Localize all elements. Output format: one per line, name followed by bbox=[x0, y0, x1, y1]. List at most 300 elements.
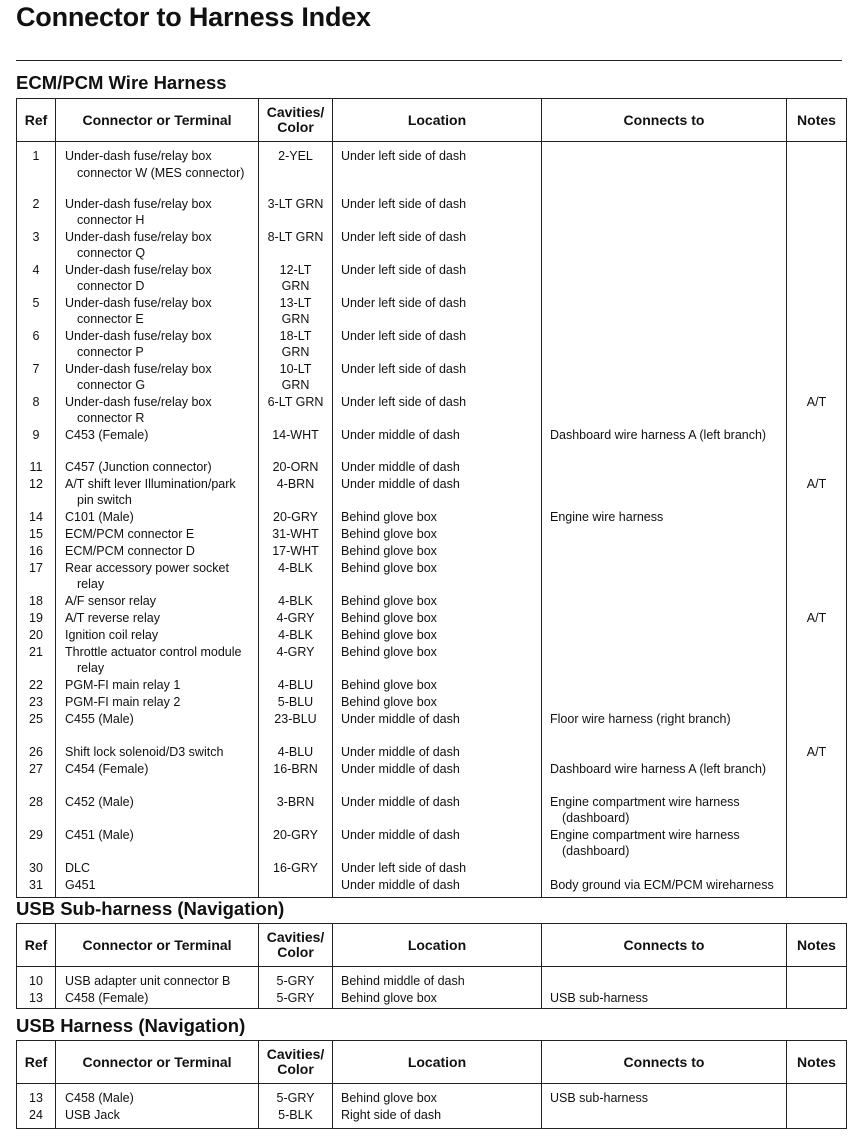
cavities-color-cell bbox=[259, 459, 333, 476]
header-connects-to: Connects to bbox=[542, 924, 787, 967]
ref-cell: 7 bbox=[17, 361, 56, 394]
cell-line: GRN bbox=[281, 279, 310, 293]
ref-cell: 12 bbox=[17, 476, 56, 509]
cell-line: C101 (Male) bbox=[65, 509, 134, 524]
cell-line: 20-GRY bbox=[273, 509, 318, 524]
header-ref: Ref bbox=[17, 924, 56, 967]
location-cell: Under middle of dash bbox=[333, 827, 542, 860]
cell-line: 13-LT bbox=[279, 295, 312, 310]
cell-line: Engine compartment wire harness bbox=[550, 794, 740, 809]
notes-cell bbox=[787, 711, 847, 744]
cell-line: USB adapter unit connector B bbox=[65, 974, 231, 988]
connector-cell bbox=[56, 744, 259, 761]
header-connects-to: Connects to bbox=[542, 99, 787, 142]
location-cell: Under left side of dash bbox=[333, 361, 542, 394]
cell-line: 4-BLK bbox=[278, 593, 313, 608]
connector-cell bbox=[56, 593, 259, 610]
cell-line: Under-dash fuse/relay box bbox=[65, 229, 212, 244]
notes-cell bbox=[787, 526, 847, 543]
table-row bbox=[17, 1084, 847, 1107]
header-notes: Notes bbox=[787, 924, 847, 967]
connects-to-cell bbox=[542, 967, 787, 990]
section-title: USB Harness (Navigation) bbox=[16, 1015, 246, 1036]
connects-to-cell bbox=[542, 427, 787, 459]
connects-to-cell bbox=[542, 1107, 787, 1129]
cell-line: USB sub-harness bbox=[550, 1091, 648, 1105]
cavities-color-cell bbox=[259, 860, 333, 877]
cell-line: 5-GRY bbox=[276, 990, 315, 1005]
cell-line: 5-BLU bbox=[277, 694, 314, 709]
connects-to-cell bbox=[542, 229, 787, 262]
notes-cell bbox=[787, 860, 847, 877]
ref-cell: 29 bbox=[17, 827, 56, 860]
header-location: Location bbox=[333, 99, 542, 142]
notes-cell bbox=[787, 196, 847, 229]
connects-to-cell bbox=[542, 711, 787, 744]
location-cell: Behind glove box bbox=[333, 509, 542, 526]
notes-cell bbox=[787, 142, 847, 196]
notes-cell bbox=[787, 761, 847, 794]
cell-line: C454 (Female) bbox=[65, 761, 149, 776]
location-cell: Under left side of dash bbox=[333, 860, 542, 877]
cell-line: connector R bbox=[77, 411, 145, 425]
notes-cell bbox=[787, 694, 847, 711]
cavities-color-cell bbox=[259, 229, 333, 262]
cell-line: Body ground via ECM/PCM wireharness bbox=[550, 877, 774, 892]
cell-line: 12-LT bbox=[279, 262, 312, 277]
notes-cell bbox=[787, 509, 847, 526]
connects-to-cell bbox=[542, 394, 787, 427]
page-title: Connector to Harness Index bbox=[16, 2, 371, 32]
connector-cell bbox=[56, 967, 259, 990]
ref-cell: 25 bbox=[17, 711, 56, 744]
cell-line: relay bbox=[77, 661, 105, 675]
cavities-color-cell bbox=[259, 677, 333, 694]
cell-line: 4-BRN bbox=[276, 476, 315, 491]
location-cell: Behind glove box bbox=[333, 694, 542, 711]
table-row bbox=[17, 644, 847, 677]
cell-line: 4-GRY bbox=[276, 644, 315, 659]
notes-cell bbox=[787, 229, 847, 262]
notes-cell bbox=[787, 627, 847, 644]
ref-cell: 17 bbox=[17, 560, 56, 593]
ref-cell: 11 bbox=[17, 459, 56, 476]
cell-line: Under-dash fuse/relay box bbox=[65, 328, 212, 343]
location-cell: Behind glove box bbox=[333, 543, 542, 560]
cell-line: Dashboard wire harness A (left branch) bbox=[550, 427, 767, 442]
connects-to-cell bbox=[542, 860, 787, 877]
ref-cell: 18 bbox=[17, 593, 56, 610]
cell-line: Shift lock solenoid/D3 switch bbox=[65, 744, 224, 759]
cell-line: ECM/PCM connector E bbox=[65, 526, 195, 541]
table-row bbox=[17, 543, 847, 560]
connects-to-cell bbox=[542, 761, 787, 794]
connector-cell bbox=[56, 1084, 259, 1107]
header-line: Color bbox=[277, 944, 314, 960]
cell-line: GRN bbox=[281, 345, 310, 359]
ref-cell: 13 bbox=[17, 990, 56, 1009]
cavities-color-cell bbox=[259, 509, 333, 526]
connects-to-cell bbox=[542, 196, 787, 229]
connector-cell bbox=[56, 394, 259, 427]
notes-cell bbox=[787, 593, 847, 610]
notes-cell bbox=[787, 1084, 847, 1107]
cell-line: connector P bbox=[77, 345, 144, 359]
cell-line: C458 (Female) bbox=[65, 990, 149, 1005]
cell-line: ECM/PCM connector D bbox=[65, 543, 195, 558]
connects-to-cell bbox=[542, 877, 787, 898]
table-row bbox=[17, 877, 847, 898]
table-row bbox=[17, 860, 847, 877]
notes-cell bbox=[787, 543, 847, 560]
table-row bbox=[17, 476, 847, 509]
cell-line: Floor wire harness (right branch) bbox=[550, 711, 731, 726]
cell-line: Under-dash fuse/relay box bbox=[65, 196, 212, 211]
table-row bbox=[17, 328, 847, 361]
header-notes: Notes bbox=[787, 1041, 847, 1084]
cell-line: A/F sensor relay bbox=[65, 593, 157, 608]
notes-cell: A/T bbox=[787, 476, 847, 509]
cell-line: GRN bbox=[281, 378, 310, 392]
connector-cell bbox=[56, 560, 259, 593]
connector-cell bbox=[56, 711, 259, 744]
location-cell: Behind glove box bbox=[333, 610, 542, 627]
cell-line: A/T reverse relay bbox=[65, 610, 160, 625]
cavities-color-cell bbox=[259, 1084, 333, 1107]
cell-line: Under-dash fuse/relay box bbox=[65, 295, 212, 310]
table-row bbox=[17, 794, 847, 827]
section-title: ECM/PCM Wire Harness bbox=[16, 72, 227, 93]
cavities-color-cell bbox=[259, 593, 333, 610]
table-row bbox=[17, 196, 847, 229]
connector-cell bbox=[56, 877, 259, 898]
cavities-color-cell bbox=[259, 361, 333, 394]
connector-cell bbox=[56, 543, 259, 560]
cavities-color-cell bbox=[259, 794, 333, 827]
cavities-color-cell bbox=[259, 990, 333, 1009]
header-cavities-color bbox=[259, 1041, 333, 1084]
cell-line: connector H bbox=[77, 213, 145, 227]
cell-line: DLC bbox=[65, 860, 91, 875]
table-row bbox=[17, 560, 847, 593]
cavities-color-cell bbox=[259, 543, 333, 560]
header-line: Cavities/ bbox=[266, 929, 325, 945]
cell-line: Ignition coil relay bbox=[65, 627, 159, 642]
table-row bbox=[17, 262, 847, 295]
connects-to-cell bbox=[542, 794, 787, 827]
notes-cell bbox=[787, 644, 847, 677]
cell-line: C452 (Male) bbox=[65, 794, 134, 809]
cell-line: 17-WHT bbox=[272, 543, 319, 558]
location-cell: Right side of dash bbox=[333, 1107, 542, 1129]
notes-cell bbox=[787, 262, 847, 295]
header-row bbox=[17, 99, 847, 142]
ref-cell: 10 bbox=[17, 967, 56, 990]
location-cell: Under left side of dash bbox=[333, 328, 542, 361]
connector-cell bbox=[56, 761, 259, 794]
table-row bbox=[17, 761, 847, 794]
notes-cell bbox=[787, 295, 847, 328]
location-cell: Behind glove box bbox=[333, 560, 542, 593]
header-connector: Connector or Terminal bbox=[56, 1041, 259, 1084]
cavities-color-cell bbox=[259, 711, 333, 744]
cavities-color-cell bbox=[259, 394, 333, 427]
table-row bbox=[17, 394, 847, 427]
location-cell: Behind glove box bbox=[333, 627, 542, 644]
table-row bbox=[17, 967, 847, 990]
cell-line: C458 (Male) bbox=[65, 1091, 134, 1105]
cell-line: Under-dash fuse/relay box bbox=[65, 394, 212, 409]
connector-cell bbox=[56, 860, 259, 877]
ref-cell: 15 bbox=[17, 526, 56, 543]
cell-line: C453 (Female) bbox=[65, 427, 149, 442]
connector-cell bbox=[56, 526, 259, 543]
notes-cell bbox=[787, 560, 847, 593]
notes-cell: A/T bbox=[787, 744, 847, 761]
table-row bbox=[17, 827, 847, 860]
cell-line: PGM-FI main relay 1 bbox=[65, 677, 181, 692]
connects-to-cell bbox=[542, 509, 787, 526]
cell-line: (dashboard) bbox=[562, 844, 630, 858]
connects-to-cell bbox=[542, 295, 787, 328]
harness-table bbox=[16, 1040, 847, 1129]
cell-line: A/T shift lever Illumination/park bbox=[65, 476, 236, 491]
notes-cell: A/T bbox=[787, 610, 847, 627]
location-cell: Behind glove box bbox=[333, 644, 542, 677]
cell-line: USB sub-harness bbox=[550, 990, 648, 1005]
connector-cell bbox=[56, 694, 259, 711]
cell-line: C451 (Male) bbox=[65, 827, 134, 842]
header-line: Color bbox=[277, 119, 314, 135]
header-line: Cavities/ bbox=[266, 1046, 325, 1062]
title-divider bbox=[16, 60, 842, 61]
connects-to-cell bbox=[542, 677, 787, 694]
cell-line: Dashboard wire harness A (left branch) bbox=[550, 761, 767, 776]
cell-line: Under-dash fuse/relay box bbox=[65, 149, 212, 163]
connects-to-cell bbox=[542, 526, 787, 543]
connects-to-cell bbox=[542, 1084, 787, 1107]
cell-line: 4-GRY bbox=[276, 610, 315, 625]
connector-cell bbox=[56, 229, 259, 262]
notes-cell bbox=[787, 427, 847, 459]
cell-line: 8-LT GRN bbox=[267, 229, 324, 244]
cavities-color-cell bbox=[259, 560, 333, 593]
header-line: Color bbox=[277, 1061, 314, 1077]
header-connector: Connector or Terminal bbox=[56, 99, 259, 142]
ref-cell: 31 bbox=[17, 877, 56, 898]
cavities-color-cell bbox=[259, 328, 333, 361]
notes-cell bbox=[787, 677, 847, 694]
ref-cell: 16 bbox=[17, 543, 56, 560]
header-cavities-color bbox=[259, 99, 333, 142]
cell-line: GRN bbox=[281, 312, 310, 326]
connects-to-cell bbox=[542, 142, 787, 196]
header-row bbox=[17, 924, 847, 967]
connector-cell bbox=[56, 677, 259, 694]
table-row bbox=[17, 526, 847, 543]
ref-cell: 2 bbox=[17, 196, 56, 229]
connector-cell bbox=[56, 1107, 259, 1129]
cavities-color-cell bbox=[259, 827, 333, 860]
cavities-color-cell bbox=[259, 744, 333, 761]
table-row bbox=[17, 142, 847, 196]
connects-to-cell bbox=[542, 827, 787, 860]
notes-cell: A/T bbox=[787, 394, 847, 427]
connects-to-cell bbox=[542, 694, 787, 711]
table-row bbox=[17, 361, 847, 394]
ref-cell: 8 bbox=[17, 394, 56, 427]
cavities-color-cell bbox=[259, 694, 333, 711]
ref-cell: 27 bbox=[17, 761, 56, 794]
ref-cell: 3 bbox=[17, 229, 56, 262]
ref-cell: 1 bbox=[17, 142, 56, 196]
location-cell: Under middle of dash bbox=[333, 711, 542, 744]
location-cell: Under middle of dash bbox=[333, 794, 542, 827]
harness-table bbox=[16, 98, 847, 898]
notes-cell bbox=[787, 877, 847, 898]
cell-line: PGM-FI main relay 2 bbox=[65, 694, 181, 709]
location-cell: Under left side of dash bbox=[333, 229, 542, 262]
connects-to-cell bbox=[542, 560, 787, 593]
cavities-color-cell bbox=[259, 761, 333, 794]
connector-cell bbox=[56, 196, 259, 229]
connector-cell bbox=[56, 610, 259, 627]
cell-line: 16-GRY bbox=[273, 860, 318, 875]
connector-cell bbox=[56, 262, 259, 295]
ref-cell: 20 bbox=[17, 627, 56, 644]
table-row bbox=[17, 1107, 847, 1129]
header-line: Cavities/ bbox=[266, 104, 325, 120]
header-ref: Ref bbox=[17, 99, 56, 142]
cell-line: 3-LT GRN bbox=[267, 196, 324, 211]
connector-cell bbox=[56, 794, 259, 827]
cell-line: Under-dash fuse/relay box bbox=[65, 361, 212, 376]
ref-cell: 5 bbox=[17, 295, 56, 328]
header-connector: Connector or Terminal bbox=[56, 924, 259, 967]
connector-cell bbox=[56, 990, 259, 1009]
cell-line: connector W (MES connector) bbox=[77, 165, 245, 180]
cell-line: Rear accessory power socket bbox=[65, 560, 229, 575]
cell-line: 6-LT GRN bbox=[267, 394, 324, 409]
cell-line: 5-GRY bbox=[276, 974, 315, 988]
location-cell: Under left side of dash bbox=[333, 295, 542, 328]
location-cell: Behind glove box bbox=[333, 990, 542, 1009]
cell-line: C455 (Male) bbox=[65, 711, 134, 726]
cavities-color-cell bbox=[259, 967, 333, 990]
header-location: Location bbox=[333, 924, 542, 967]
header-connects-to: Connects to bbox=[542, 1041, 787, 1084]
connector-cell bbox=[56, 459, 259, 476]
location-cell: Under middle of dash bbox=[333, 459, 542, 476]
ref-cell: 30 bbox=[17, 860, 56, 877]
ref-cell: 22 bbox=[17, 677, 56, 694]
cavities-color-cell bbox=[259, 295, 333, 328]
ref-cell: 14 bbox=[17, 509, 56, 526]
ref-cell: 13 bbox=[17, 1084, 56, 1107]
cell-line: connector Q bbox=[77, 246, 146, 260]
cell-line: Engine wire harness bbox=[550, 509, 664, 524]
cell-line: C457 (Junction connector) bbox=[65, 459, 212, 474]
connector-cell bbox=[56, 142, 259, 196]
connector-cell bbox=[56, 827, 259, 860]
cavities-color-cell bbox=[259, 196, 333, 229]
ref-cell: 4 bbox=[17, 262, 56, 295]
cell-line: 4-BLK bbox=[278, 627, 313, 642]
connects-to-cell bbox=[542, 262, 787, 295]
cell-line: Throttle actuator control module bbox=[65, 644, 242, 659]
cell-line: pin switch bbox=[77, 493, 132, 507]
ref-cell: 21 bbox=[17, 644, 56, 677]
cell-line: 4-BLU bbox=[277, 744, 314, 759]
notes-cell bbox=[787, 967, 847, 990]
location-cell: Behind glove box bbox=[333, 526, 542, 543]
cell-line: 5-BLK bbox=[278, 1107, 313, 1122]
cell-line: 4-BLK bbox=[278, 560, 313, 575]
cell-line: 3-BRN bbox=[276, 794, 315, 809]
cell-line: 23-BLU bbox=[274, 711, 317, 726]
ref-cell: 24 bbox=[17, 1107, 56, 1129]
cavities-color-cell bbox=[259, 627, 333, 644]
ref-cell: 26 bbox=[17, 744, 56, 761]
section-title: USB Sub-harness (Navigation) bbox=[16, 898, 285, 919]
connects-to-cell bbox=[542, 990, 787, 1009]
location-cell: Under left side of dash bbox=[333, 142, 542, 196]
connector-cell bbox=[56, 328, 259, 361]
table-row bbox=[17, 610, 847, 627]
cell-line: (dashboard) bbox=[562, 811, 630, 825]
location-cell: Under middle of dash bbox=[333, 427, 542, 459]
cell-line: 5-GRY bbox=[276, 1091, 315, 1105]
table-row bbox=[17, 677, 847, 694]
notes-cell bbox=[787, 827, 847, 860]
location-cell: Behind glove box bbox=[333, 1084, 542, 1107]
notes-cell bbox=[787, 990, 847, 1009]
connects-to-cell bbox=[542, 361, 787, 394]
header-row bbox=[17, 1041, 847, 1084]
cell-line: 20-GRY bbox=[273, 827, 318, 842]
notes-cell bbox=[787, 459, 847, 476]
cavities-color-cell bbox=[259, 877, 333, 898]
connector-cell bbox=[56, 644, 259, 677]
cavities-color-cell bbox=[259, 262, 333, 295]
table-row bbox=[17, 459, 847, 476]
connector-cell bbox=[56, 361, 259, 394]
connector-cell bbox=[56, 627, 259, 644]
connector-cell bbox=[56, 295, 259, 328]
cell-line: connector E bbox=[77, 312, 144, 326]
cell-line: 31-WHT bbox=[272, 526, 319, 541]
cell-line: 4-BLU bbox=[277, 677, 314, 692]
location-cell: Under middle of dash bbox=[333, 877, 542, 898]
connects-to-cell bbox=[542, 593, 787, 610]
table-row bbox=[17, 509, 847, 526]
location-cell: Behind glove box bbox=[333, 593, 542, 610]
location-cell: Behind glove box bbox=[333, 677, 542, 694]
harness-table bbox=[16, 923, 847, 1009]
table-row bbox=[17, 990, 847, 1009]
connects-to-cell bbox=[542, 610, 787, 627]
cell-line: connector G bbox=[77, 378, 146, 392]
connects-to-cell bbox=[542, 328, 787, 361]
table-row bbox=[17, 229, 847, 262]
connects-to-cell bbox=[542, 744, 787, 761]
connects-to-cell bbox=[542, 644, 787, 677]
cell-line: USB Jack bbox=[65, 1107, 120, 1122]
ref-cell: 19 bbox=[17, 610, 56, 627]
cell-line: 18-LT bbox=[279, 328, 312, 343]
header-cavities-color bbox=[259, 924, 333, 967]
cell-line: 20-ORN bbox=[272, 459, 319, 474]
